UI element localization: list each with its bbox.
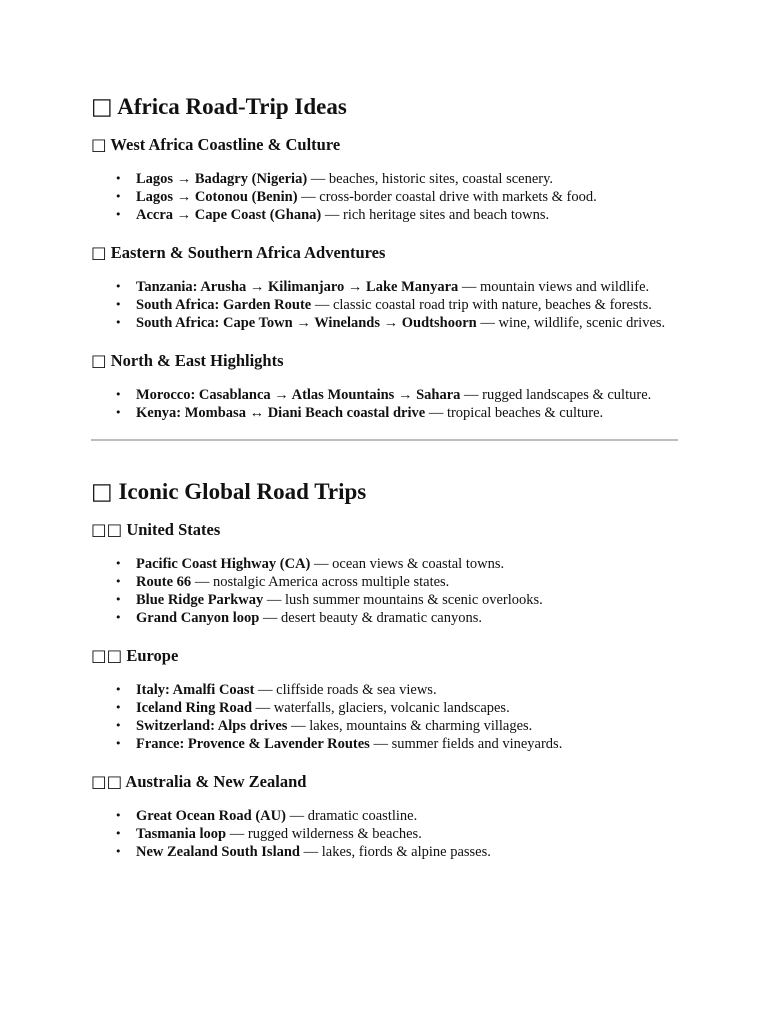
group-heading-north-east <box>91 350 678 372</box>
group-heading-text: Eastern & Southern Africa Adventures <box>110 243 386 262</box>
list-item: • Italy: Amalfi Coast — cliffside roads & sea views. <box>136 681 678 699</box>
list-item: • Tasmania loop — rugged wilderness & beaches. <box>136 825 678 843</box>
list-item: • Morocco: Casablanca → Atlas Mountains → Sahara — rugged landscapes & culture. <box>136 386 678 404</box>
list-item: • Grand Canyon loop — desert beauty & dramatic canyons. <box>136 609 678 627</box>
group-heading-east-south-africa <box>91 242 678 264</box>
section-title-global <box>91 477 678 507</box>
list-item: • Accra → Cape Coast (Ghana) — rich heritage sites and beach towns. <box>136 206 678 224</box>
group-heading-text: Australia & New Zealand <box>125 772 307 791</box>
group-heading-europe <box>91 645 678 667</box>
missing-glyph-icon: □ <box>91 243 107 262</box>
list-item: • South Africa: Garden Route — classic coastal road trip with nature, beaches & forests. <box>136 296 678 314</box>
list-item: • Pacific Coast Highway (CA) — ocean views & coastal towns. <box>136 555 678 573</box>
list-item: • Switzerland: Alps drives — lakes, mountains & charming villages. <box>136 717 678 735</box>
bullet-list <box>91 807 678 861</box>
list-item: • Kenya: Mombasa ↔ Diani Beach coastal drive — tropical beaches & culture. <box>136 404 678 422</box>
flag-icon: □□ <box>91 772 123 791</box>
section-title-africa <box>91 92 678 122</box>
list-item: • South Africa: Cape Town → Winelands → Oudtshoorn — wine, wildlife, scenic drives. <box>136 314 678 332</box>
group-heading-australia-nz <box>91 771 678 793</box>
group-heading-text: United States <box>126 520 221 539</box>
section-title-text: Africa Road-Trip Ideas <box>117 94 347 119</box>
flag-icon: □□ <box>91 520 123 539</box>
list-item: • Tanzania: Arusha → Kilimanjaro → Lake Manyara — mountain views and wildlife. <box>136 278 678 296</box>
missing-glyph-icon: □ <box>91 479 113 505</box>
bullet-list <box>91 555 678 627</box>
list-item: • Great Ocean Road (AU) — dramatic coastline. <box>136 807 678 825</box>
list-item: • New Zealand South Island — lakes, fiords & alpine passes. <box>136 843 678 861</box>
list-item: • Blue Ridge Parkway — lush summer mountains & scenic overlooks. <box>136 591 678 609</box>
group-heading-united-states <box>91 519 678 541</box>
list-item: • Route 66 — nostalgic America across multiple states. <box>136 573 678 591</box>
group-heading-text: North & East Highlights <box>110 351 284 370</box>
group-heading-west-africa <box>91 134 678 156</box>
bullet-list <box>91 386 678 422</box>
bullet-list <box>91 681 678 753</box>
bullet-list <box>91 170 678 224</box>
list-item: • Lagos → Badagry (Nigeria) — beaches, historic sites, coastal scenery. <box>136 170 678 188</box>
list-item: • France: Provence & Lavender Routes — summer fields and vineyards. <box>136 735 678 753</box>
list-item: • Lagos → Cotonou (Benin) — cross-border coastal drive with markets & food. <box>136 188 678 206</box>
bullet-list <box>91 278 678 332</box>
missing-glyph-icon: □ <box>91 135 107 154</box>
group-heading-text: West Africa Coastline & Culture <box>110 135 341 154</box>
flag-icon: □□ <box>91 646 123 665</box>
section-title-text: Iconic Global Road Trips <box>118 479 367 504</box>
missing-glyph-icon: □ <box>91 94 113 120</box>
group-heading-text: Europe <box>126 646 179 665</box>
missing-glyph-icon: □ <box>91 351 107 370</box>
list-item: • Iceland Ring Road — waterfalls, glaciers, volcanic landscapes. <box>136 699 678 717</box>
